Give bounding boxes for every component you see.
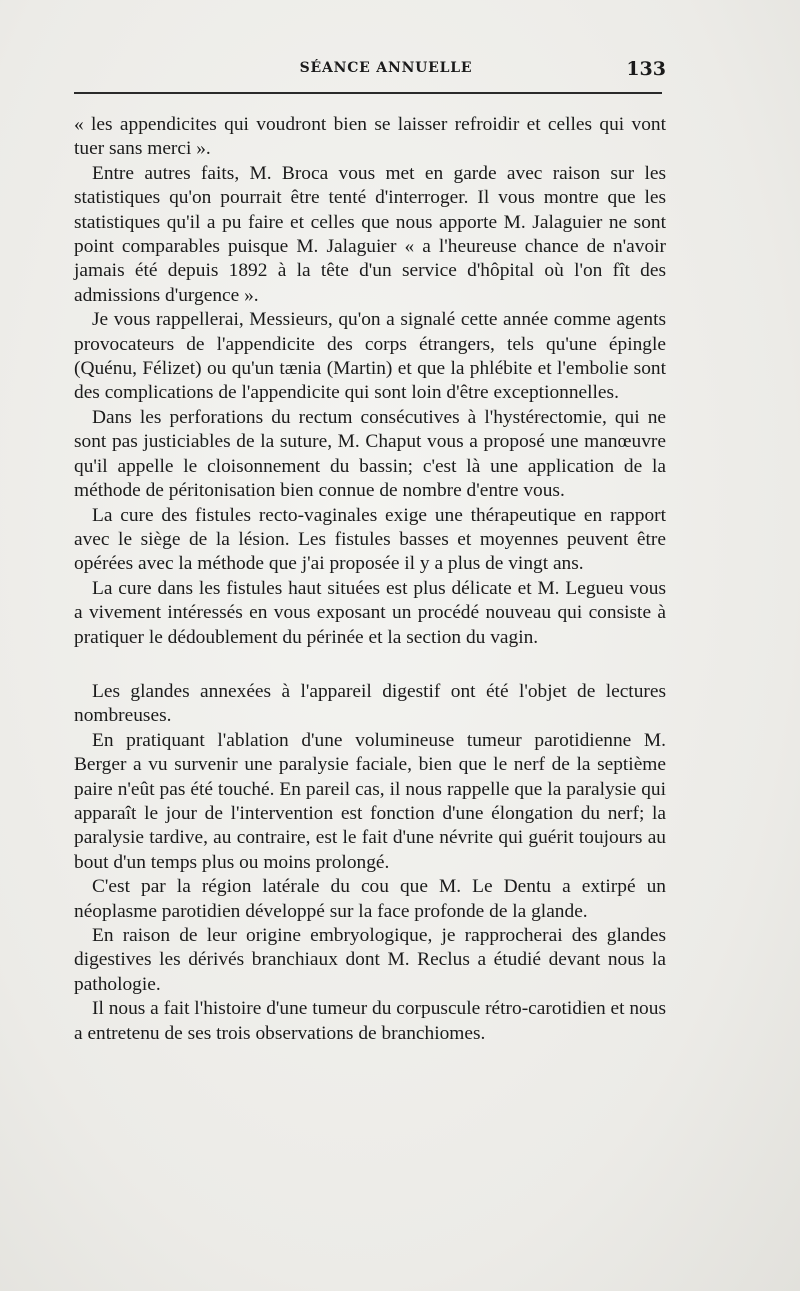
paragraph: La cure dans les fistules haut situées est plus délicate et M. Legueu vous a vivement intéressés en vous exposant un procédé nouveau qui consiste à pratiquer le dédoublement du périnée et la section du vagin. (74, 577, 666, 648)
paragraph: Je vous rappellerai, Messieurs, qu'on a signalé cette année comme agents provocateurs de l'appendicite des corps étrangers, tels qu'une épingle (Quénu, Félizet) ou qu'un tænia (Martin) et que la phlébite et l'embolie sont des complications de l'appendicite qui sont loin d'être exceptionnelles. (74, 309, 666, 404)
paragraph: La cure des fistules recto-vaginales exige une thérapeutique en rapport avec le siège de la lésion. Les fistules basses et moyennes peuvent être opérées avec la méthode que j'ai proposée il y a plus de vingt ans. (74, 504, 666, 575)
paragraph: Dans les perforations du rectum consécutives à l'hystérectomie, qui ne sont pas justiciables de la suture, M. Chaput vous a proposé une manœuvre qu'il appelle le cloisonnement du bassin; c'est là une application de la méthode de péritonisation bien connue de nombre d'entre vous. (74, 406, 666, 502)
paragraph: Il nous a fait l'histoire d'une tumeur du corpuscule rétro-carotidien et nous a entretenu de ses trois observations de branchiomes. (74, 998, 666, 1044)
paragraph: Les glandes annexées à l'appareil digestif ont été l'objet de lectures nombreuses. (74, 680, 666, 727)
paragraph: En pratiquant l'ablation d'une volumineuse tumeur parotidienne M. Berger a vu survenir une paralysie faciale, bien que le nerf de la septième paire n'eût pas été touché. En pareil cas, il nous rappelle que la paralysie qui apparaît le jour de l'intervention est fonction d'une élongation du nerf; la paralysie tardive, au contraire, est le fait d'une névrite qui guérit toujours au bout d'un temps plus ou moins prolongé. (74, 729, 666, 873)
body-text (74, 113, 666, 1046)
paragraph: « les appendicites qui voudront bien se laisser refroidir et celles qui vont tuer sans merci ». (74, 114, 666, 160)
page-header (76, 58, 666, 82)
paragraph: En raison de leur origine embryologique, je rapprocherai des glandes digestives les dérivés branchiaux dont M. Reclus a étudié devant nous la pathologie. (74, 925, 666, 995)
paragraph: Entre autres faits, M. Broca vous met en garde avec raison sur les statistiques qu'on pourrait être tenté d'interroger. Il vous montre que les statistiques qu'il a pu faire et celles que nous apporte M. Jalaguier ne sont point comparables puisque M. Jalaguier « a l'heureuse chance de n'avoir jamais été depuis 1892 à la tête d'un service d'hôpital où l'on fît des admissions d'urgence ». (74, 162, 666, 306)
page-number: 133 (626, 58, 666, 80)
header-rule (74, 92, 662, 94)
paragraph: C'est par la région latérale du cou que M. Le Dentu a extirpé un néoplasme parotidien développé sur la face profonde de la glande. (74, 876, 666, 922)
section-break (74, 650, 666, 680)
running-title: SÉANCE ANNUELLE (299, 60, 473, 76)
